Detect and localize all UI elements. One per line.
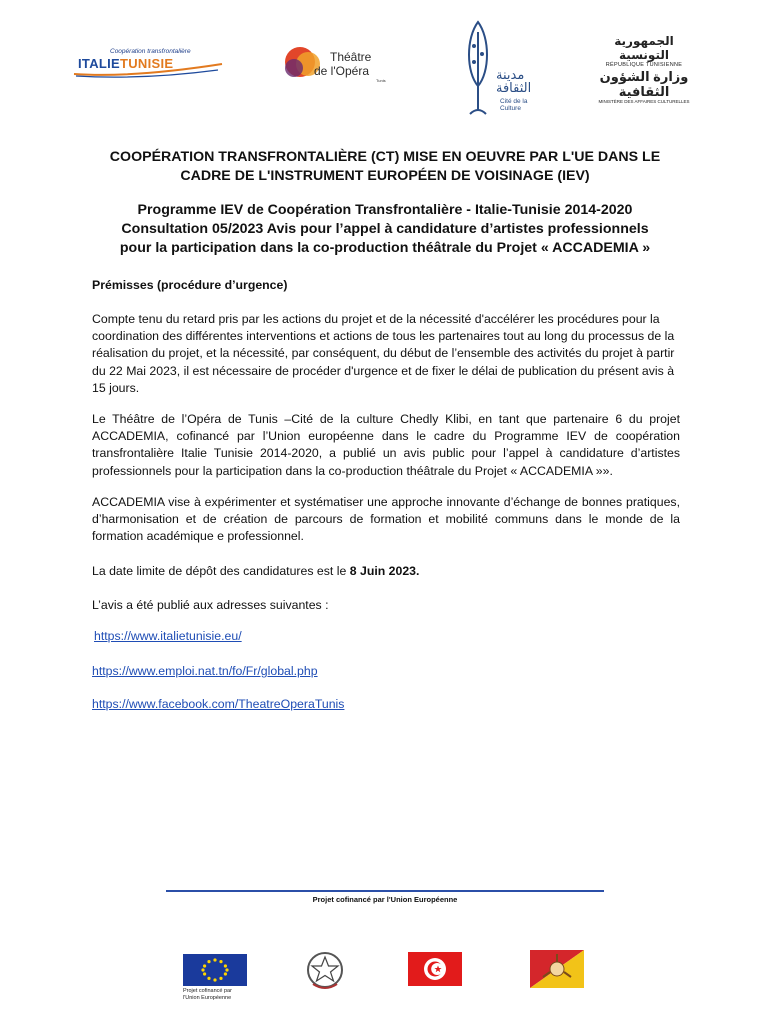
logo-theatre-line1: Théâtre [330,50,372,64]
logo-ministere-french2: MINISTÈRE DES AFFAIRES CULTURELLES [598,99,690,104]
logo-cite-line2: Culture [500,105,521,112]
eu-caption-line2: l'Union Européenne [183,994,232,1001]
document-main-title [60,148,710,186]
paragraph-accademia: ACCADEMIA vise à expérimenter et systématiser une approche innovante d’échange de bonnes pratiques, d’harmonisation et de création de parcours de formation et mobilité communs dans le monde de la formation académique e professionnel. [92,495,680,544]
logo-word-italie: ITALIE [78,56,120,71]
eu-stars-icon [183,954,247,986]
premisses-heading: Prémisses (procédure d’urgence) [92,278,288,292]
logo-theatre-opera [282,42,392,86]
cite-culture-emblem-icon [460,18,496,120]
logo-cite-label [500,98,540,112]
crescent-star-icon [408,952,462,986]
deadline-line [92,563,680,580]
logo-cite-arabic: مدينة الثقافة [496,67,532,95]
deadline-date: 8 Juin 2023. [349,564,420,578]
link-emploi[interactable]: https://www.emploi.nat.tn/fo/Fr/global.php [92,664,318,678]
sicily-flag-icon [530,950,584,988]
program-title-line1: Programme IEV de Coopération Transfrontalière - Italie-Tunisie 2014-2020 [137,202,633,218]
logo-ministere-arabic2: وزارة الشؤون الثقافية [599,69,689,99]
tunisia-flag-icon [408,952,462,986]
logo-ministere-arabic1: الجمهورية التونسية [614,34,674,62]
deadline-prefix: La date limite de dépôt des candidatures est le [92,564,350,578]
logo-cite-culture [460,18,540,120]
footer-divider [166,890,604,892]
eu-caption-line1: Projet cofinancé par [183,988,232,994]
logo-ministere-french1: RÉPUBLIQUE TUNISIENNE [605,62,683,68]
footer-cofinance: Projet cofinancé par l'Union Européenne [312,895,458,904]
main-title-line2: CADRE DE L'INSTRUMENT EUROPÉEN DE VOISINAGE (IEV) [180,168,590,184]
logo-word-tunisie: TUNISIE [120,56,174,71]
program-title [60,201,710,258]
main-title-line1: COOPÉRATION TRANSFRONTALIÈRE (CT) MISE EN OEUVRE PAR L'UE DANS LE [109,149,661,165]
paragraph-theatre: Le Théâtre de l’Opéra de Tunis –Cité de la culture Chedly Klibi, en tant que partenaire 6 du projet ACCADEMIA, cofinancé par l’Union européenne dans le cadre du Programme IEV de coopération transfrontalière Italie Tunisie 2014-2020, a publié un avis public pour l’appel à candidature d’artistes professionnels pour la participation dans la co-production théâtrale du Projet « ACCADEMIA »». [92,412,680,478]
logo-theatre-line3: Tunis [376,78,386,83]
link-facebook[interactable]: https://www.facebook.com/TheatreOperaTunis [92,697,345,711]
program-title-line3: pour la participation dans la co-production théâtrale du Projet « ACCADEMIA » [119,240,651,256]
logo-ministere [594,34,694,104]
logo-tagline: Coopération transfrontalière [110,48,191,55]
published-intro: L’avis a été publié aux adresses suivantes : [92,598,329,612]
italy-emblem-icon [305,948,345,992]
link-italietunisie[interactable]: https://www.italietunisie.eu/ [94,629,242,643]
logo-wordmark [78,56,173,71]
logo-italie-tunisie [72,48,224,78]
logo-theatre-line2: de l'Opéra [314,64,369,78]
eu-flag-icon [183,954,247,986]
paragraph-urgence: Compte tenu du retard pris par les actions du projet et de la nécessité d'accélérer les procédures pour la coordination des différentes interventions et actions de tous les partenaires tout au long du processus de la réalisation du projet, et la nécessité, par conséquent, du début de l’ensemble des activités du projet à partir du 22 Mai 2023, il est nécessaire de procéder d'urgence et de fixer le délai de publication du présent avis à 15 jours. [92,312,675,395]
program-title-line2: Consultation 05/2023 Avis pour l’appel à candidature d’artistes professionnels [121,221,649,237]
logo-cite-line1: Cité de la [500,98,528,105]
eu-caption [183,988,253,1001]
